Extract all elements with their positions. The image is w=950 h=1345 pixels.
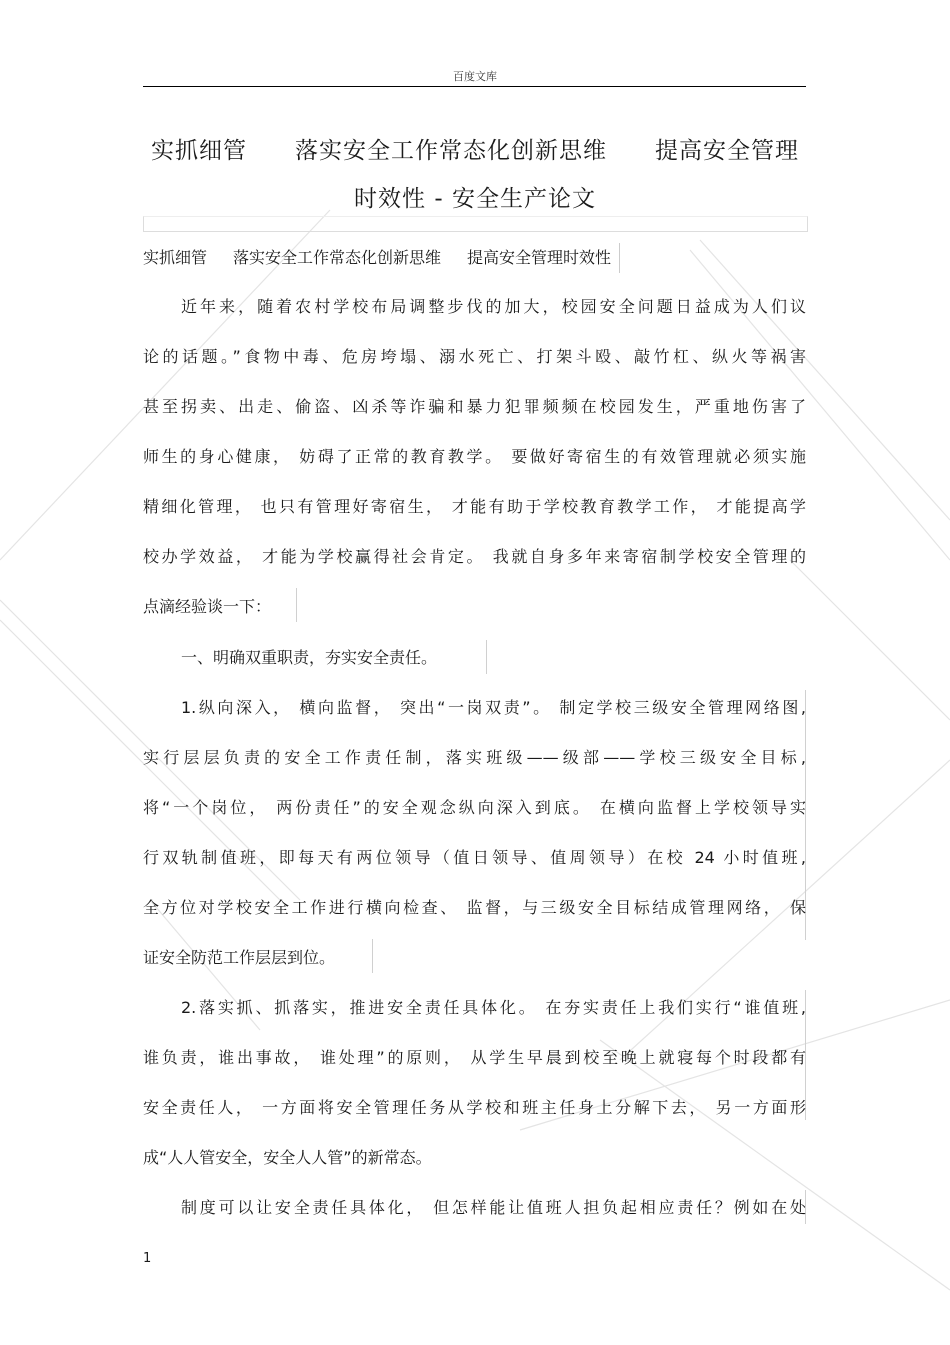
header-site-name: 百度文库	[453, 70, 497, 83]
paragraph-2-line-6: 证安全防范工作层层到位。	[143, 948, 336, 967]
page-number: 1	[143, 1251, 152, 1266]
subheading	[143, 243, 620, 273]
paragraph-1-line-4: 师生的身心健康， 妨碍了正常的教育教学。 要做好寄宿生的有效管理就必须实施	[143, 447, 806, 466]
document-title-line-2: 时效性 - 安全生产论文	[354, 186, 596, 212]
title-underline-box	[143, 216, 808, 232]
section-heading-1: 一、明确双重职责，夯实安全责任。	[181, 648, 438, 667]
subheading-part-1: 实抓细管	[143, 248, 208, 267]
paragraph-1-line-6: 校办学效益， 才能为学校赢得社会肯定。 我就自身多年来寄宿制学校安全管理的	[143, 547, 806, 566]
document-title-line-1	[0, 132, 950, 165]
paragraph-1-line-7: 点滴经验谈一下：	[143, 597, 272, 616]
paragraph-3-line-4: 成“人人管安全，安全人人管”的新常态。	[143, 1148, 432, 1167]
paragraph-1-line-1: 近年来，随着农村学校布局调整步伐的加大，校园安全问题日益成为人们议	[181, 297, 806, 316]
paragraph-1-line-5: 精细化管理， 也只有管理好寄宿生， 才能有助于学校教育教学工作， 才能提高学	[143, 497, 806, 516]
paragraph-3-line-1: 2.落实抓、抓落实，推进安全责任具体化。 在夯实责任上我们实行“谁值班,	[181, 998, 806, 1017]
header-divider	[143, 86, 806, 87]
subheading-part-3: 提高安全管理时效性	[467, 248, 612, 267]
title-part-3: 提高安全管理	[655, 138, 799, 164]
paragraph-1-line-2: 论的话题。”食物中毒、危房垮塌、溺水死亡、打架斗殴、敲竹杠、纵火等祸害	[143, 347, 806, 366]
paragraph-3-line-3: 安全责任人， 一方面将安全管理任务从学校和班主任身上分解下去， 另一方面形	[143, 1098, 806, 1117]
paragraph-1-line-3: 甚至拐卖、出走、偷盗、凶杀等诈骗和暴力犯罪频频在校园发生，严重地伤害了	[143, 397, 806, 416]
paragraph-3-line-2: 谁负责，谁出事故， 谁处理”的原则， 从学生早晨到校至晚上就寝每个时段都有	[143, 1048, 806, 1067]
paragraph-2-line-2: 实行层层负责的安全工作责任制，落实班级——级部——学校三级安全目标,	[143, 748, 806, 767]
paragraph-2-line-5: 全方位对学校安全工作进行横向检查、 监督，与三级安全目标结成管理网络， 保	[143, 898, 806, 917]
title-part-1: 实抓细管	[151, 138, 247, 164]
subheading-part-2: 落实安全工作常态化创新思维	[233, 248, 442, 267]
paragraph-2-line-3: 将“一个岗位， 两份责任”的安全观念纵向深入到底。 在横向监督上学校领导实	[143, 798, 806, 817]
paragraph-2-line-4: 行双轨制值班，即每天有两位领导（值日领导、值周领导）在校 24 小时值班,	[143, 848, 806, 867]
paragraph-4-line-1: 制度可以让安全责任具体化， 但怎样能让值班人担负起相应责任？例如在处	[181, 1198, 806, 1217]
paragraph-2-line-1: 1.纵向深入， 横向监督， 突出“一岗双责”。 制定学校三级安全管理网络图,	[181, 698, 806, 717]
title-part-2: 落实安全工作常态化创新思维	[295, 138, 607, 164]
